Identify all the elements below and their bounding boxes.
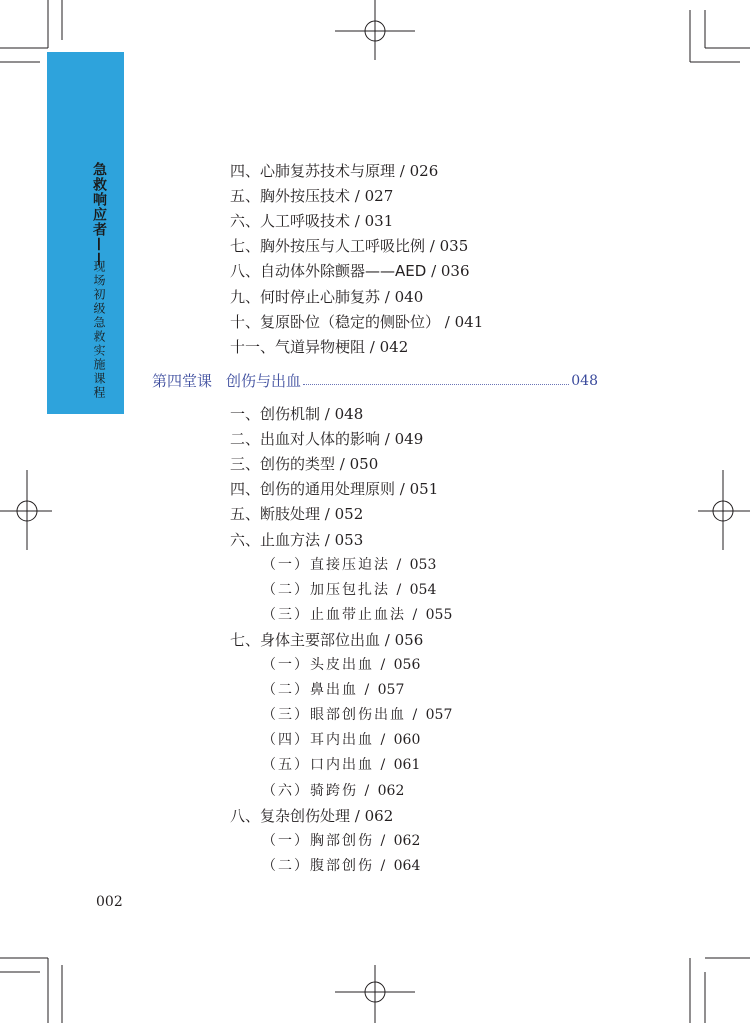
toc-separator: /	[350, 806, 365, 825]
toc-separator: /	[380, 630, 395, 649]
toc-separator: /	[350, 212, 365, 231]
toc-separator: /	[380, 430, 395, 449]
toc-separator: /	[406, 606, 426, 623]
toc-entry[interactable]	[230, 453, 378, 475]
toc-entry-title: 七、身体主要部位出血	[230, 630, 381, 649]
toc-separator: /	[440, 312, 455, 331]
toc-entry-page: 056	[393, 657, 421, 673]
toc-entry[interactable]	[262, 579, 436, 601]
toc-entry-page: 062	[377, 782, 405, 799]
toc-separator: /	[390, 556, 410, 573]
chapter-page: 048	[571, 373, 598, 389]
toc-entry-page: 040	[394, 287, 424, 306]
toc-separator: /	[374, 757, 394, 774]
toc-separator: /	[365, 337, 380, 356]
toc-entry-title: （一）直接压迫法	[262, 556, 390, 573]
toc-entry[interactable]	[230, 428, 423, 450]
toc-entry-page: 042	[379, 337, 409, 356]
toc-entry-title: （三）眼部创伤出血	[262, 707, 406, 724]
toc-entry-page: 054	[409, 581, 437, 598]
toc-entry-title: （一）胸部创伤	[262, 832, 374, 849]
toc-entry[interactable]	[230, 235, 468, 257]
toc-entry-title: 一、创伤机制	[230, 405, 321, 423]
toc-entry-title: 五、断肢处理	[230, 505, 321, 524]
toc-entry-title: 六、人工呼吸技术	[230, 212, 351, 231]
toc-entry-page: 051	[409, 480, 439, 499]
toc-entry[interactable]	[262, 654, 420, 676]
toc-entry-page: 049	[394, 430, 424, 449]
toc-separator: /	[395, 480, 410, 499]
toc-entry-page: 053	[409, 556, 437, 573]
toc-entry[interactable]	[262, 780, 404, 802]
toc-entry-page: 027	[364, 187, 394, 206]
toc-entry[interactable]	[230, 529, 363, 551]
toc-entry[interactable]	[262, 704, 452, 726]
book-subtitle: 现场初级急救实施课程	[92, 260, 106, 400]
toc-entry[interactable]	[262, 604, 452, 626]
toc-entry[interactable]	[230, 503, 363, 525]
toc-entry-page: 057	[377, 682, 405, 699]
toc-separator: /	[380, 287, 395, 306]
toc-entry-title: （四）耳内出血	[262, 732, 374, 749]
toc-separator: /	[374, 732, 394, 749]
toc-entry-title: 五、胸外按压技术	[230, 187, 351, 206]
toc-separator: /	[358, 782, 378, 799]
toc-entry-page: 056	[394, 630, 424, 649]
side-band	[47, 52, 124, 414]
toc-separator: /	[395, 162, 410, 180]
toc-entry-page: 050	[349, 455, 379, 474]
toc-separator: /	[425, 237, 440, 256]
toc-separator: /	[335, 455, 350, 474]
toc-entry-page: 062	[364, 806, 394, 825]
toc-entry-title: 六、止血方法	[230, 530, 321, 549]
toc-entry[interactable]	[262, 729, 420, 751]
toc-entry-page: 055	[425, 606, 453, 623]
toc-entry[interactable]	[262, 554, 436, 576]
toc-entry[interactable]	[230, 478, 438, 500]
toc-entry[interactable]	[230, 336, 408, 358]
toc-entry-page: 062	[393, 832, 421, 849]
toc-separator: /	[358, 682, 378, 699]
chapter-leader-dots	[303, 384, 569, 385]
toc-entry-title: 二、出血对人体的影响	[230, 430, 381, 449]
toc-entry-page: 048	[334, 405, 364, 423]
toc-entry-title: 四、心肺复苏技术与原理	[230, 162, 396, 180]
toc-entry[interactable]	[230, 185, 393, 207]
toc-entry[interactable]	[230, 311, 483, 333]
toc-separator: /	[390, 581, 410, 598]
toc-separator: /	[374, 857, 394, 874]
toc-entry-page: 052	[334, 505, 364, 524]
toc-entry[interactable]	[230, 629, 423, 651]
toc-entry-page: 057	[425, 707, 453, 724]
page-number: 002	[96, 894, 123, 910]
toc-entry-page: 053	[334, 530, 364, 549]
toc-separator: /	[350, 187, 365, 206]
toc-entry-title: （三）止血带止血法	[262, 606, 406, 623]
toc-entry[interactable]	[230, 160, 438, 182]
toc-entry-title: 八、自动体外除颤器——AED	[230, 262, 427, 281]
toc-separator: /	[320, 530, 335, 549]
toc-separator: /	[320, 505, 335, 524]
toc-entry-title: （五）口内出血	[262, 757, 374, 774]
toc-entry[interactable]	[230, 286, 423, 308]
book-title: 急救响应者——	[91, 162, 107, 267]
toc-entry-title: （六）骑跨伤	[262, 782, 358, 799]
toc-separator: /	[426, 262, 441, 281]
toc-entry[interactable]	[262, 754, 420, 776]
toc-entry-page: 061	[393, 757, 421, 774]
toc-entry-title: 七、胸外按压与人工呼吸比例	[230, 237, 426, 256]
toc-entry[interactable]	[230, 260, 470, 282]
toc-entry-title: （二）加压包扎法	[262, 581, 390, 598]
chapter-heading[interactable]	[152, 370, 598, 392]
toc-entry-page: 031	[364, 212, 394, 231]
toc-entry-title: 八、复杂创伤处理	[230, 806, 351, 825]
toc-entry-page: 041	[454, 312, 484, 331]
toc-entry[interactable]	[230, 210, 393, 232]
chapter-label: 第四堂课	[152, 372, 213, 390]
toc-separator: /	[374, 657, 394, 673]
toc-entry-title: 三、创伤的类型	[230, 455, 336, 474]
toc-entry-title: 九、何时停止心肺复苏	[230, 287, 381, 306]
toc-entry-title: 十一、气道异物梗阻	[230, 337, 366, 356]
toc-entry-title: （二）腹部创伤	[262, 857, 374, 874]
toc-entry-page: 036	[440, 262, 470, 281]
toc-entry-page: 064	[393, 857, 421, 874]
toc-separator: /	[374, 832, 394, 849]
toc-entry-title: （一）头皮出血	[262, 657, 374, 673]
toc-entry-title: 四、创伤的通用处理原则	[230, 480, 396, 499]
toc-entry-page: 060	[393, 732, 421, 749]
toc-entry-title: （二）鼻出血	[262, 682, 358, 699]
toc-separator: /	[406, 707, 426, 724]
chapter-title: 创伤与出血	[226, 372, 302, 390]
toc-entry-page: 026	[409, 162, 439, 180]
toc-entry[interactable]	[262, 855, 420, 877]
toc-separator: /	[320, 405, 335, 423]
toc-entry-page: 035	[439, 237, 469, 256]
toc-entry[interactable]	[262, 679, 404, 701]
toc-entry[interactable]	[230, 805, 393, 827]
toc-entry[interactable]	[262, 830, 420, 852]
toc-entry[interactable]	[230, 403, 363, 425]
toc-entry-title: 十、复原卧位（稳定的侧卧位）	[230, 312, 441, 331]
